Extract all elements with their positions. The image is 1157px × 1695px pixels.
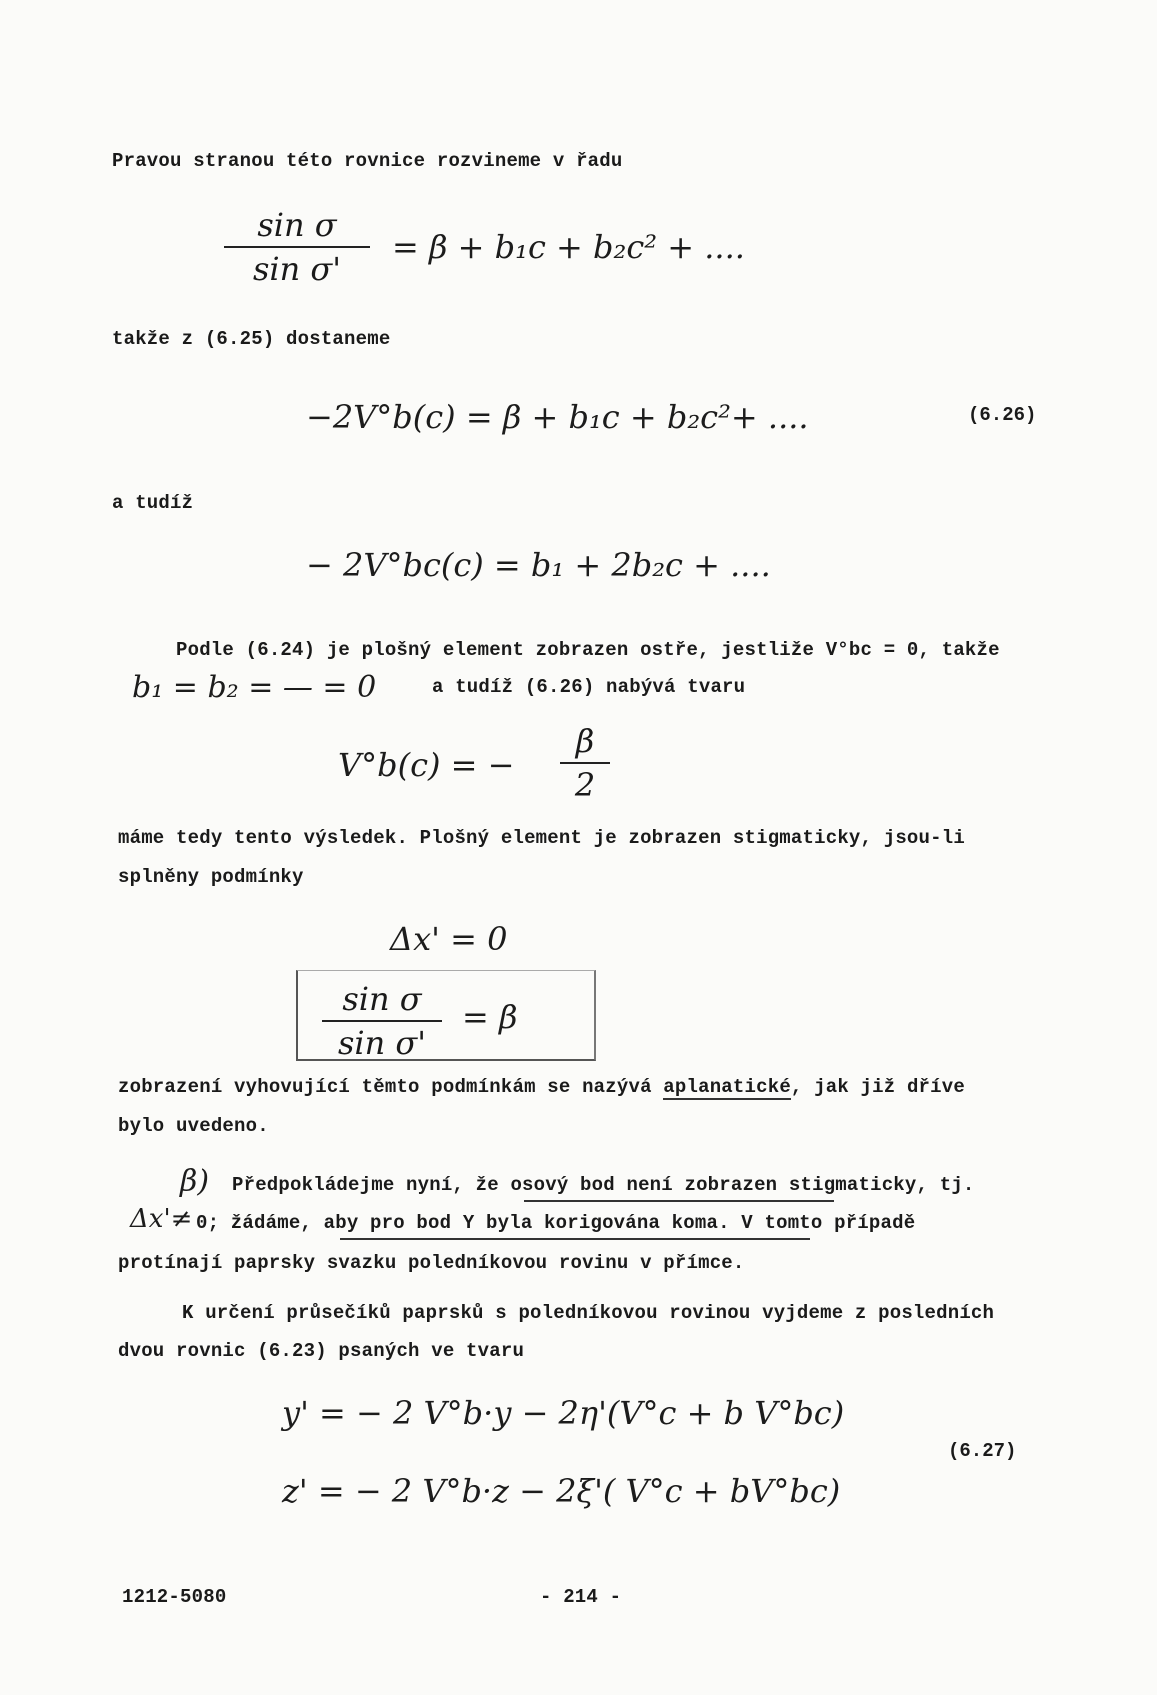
paragraph-4-line-2: 0; žádáme, aby pro bod Y byla korigována koma. V tomto případě: [196, 1212, 916, 1234]
paragraph-4-beta: β): [180, 1164, 210, 1199]
paragraph-1-math: b₁ = b₂ = — = 0: [132, 670, 377, 705]
equation-result-lhs: V°b(c) = −: [338, 746, 515, 784]
paragraph-1-line-1: Podle (6.24) je plošný element zobrazen ostře, jestliže V°bc = 0, takže: [176, 639, 1000, 661]
text-line-2: takže z (6.25) dostaneme: [112, 328, 391, 350]
paragraph-3-line-1: zobrazení vyhovující těmto podmínkám se nazývá aplanatické, jak již dříve: [118, 1076, 965, 1098]
fraction-beta-half: [560, 722, 610, 804]
footer-page-number: - 214 -: [540, 1586, 622, 1608]
fraction-numerator: β: [575, 722, 595, 760]
fraction-denominator: 2: [574, 766, 596, 804]
equation-1-rhs: = β + b₁c + b₂c² + ....: [392, 228, 745, 266]
equation-6-26: −2V°b(c) = β + b₁c + b₂c²+ ....: [306, 398, 809, 436]
fraction-numerator: sin σ: [342, 980, 422, 1018]
fraction-denominator: sin σ': [252, 250, 342, 288]
paragraph-5-line-1: K určení průsečíků paprsků s poledníkovou rovinou vyjdeme z posledních: [182, 1302, 995, 1324]
paragraph-4-math: Δx'≠: [130, 1204, 193, 1234]
underline-mark: [340, 1238, 810, 1240]
paragraph-1-line-2: a tudíž (6.26) nabývá tvaru: [432, 676, 746, 698]
paragraph-2-line-2: splněny podmínky: [118, 866, 304, 888]
equation-number-6-26: (6.26): [968, 404, 1037, 426]
fraction-bar: [224, 246, 370, 248]
fraction-denominator: sin σ': [337, 1024, 427, 1062]
paragraph-4-line-1: Předpokládejme nyní, že osový bod není zobrazen stigmaticky, tj.: [232, 1174, 975, 1196]
equation-6-27-y: y' = − 2 V°b·y − 2η'(V°c + b V°bc): [282, 1394, 845, 1432]
text-line-1: Pravou stranou této rovnice rozvineme v řadu: [112, 150, 623, 172]
underlined-term: aplanatické: [663, 1076, 791, 1098]
paragraph-4-line-3: protínají paprsky svazku poledníkovou rovinu v přímce.: [118, 1252, 745, 1274]
equation-6-27-z: z' = − 2 V°b·z − 2ξ'( V°c + bV°bc): [282, 1472, 841, 1510]
equation-number-6-27: (6.27): [948, 1440, 1017, 1462]
fraction-bar: [560, 762, 610, 764]
paragraph-2-line-1: máme tedy tento výsledek. Plošný element je zobrazen stigmaticky, jsou-li: [118, 827, 965, 849]
paragraph-5-line-2: dvou rovnic (6.23) psaných ve tvaru: [118, 1340, 525, 1362]
equation-boxed-rhs: = β: [462, 998, 518, 1036]
paragraph-3-line-2: bylo uvedeno.: [118, 1115, 269, 1137]
underline-mark: [524, 1200, 834, 1202]
footer-document-id: 1212-5080: [122, 1586, 227, 1608]
fraction-bar: [322, 1020, 442, 1022]
fraction-numerator: sin σ: [257, 206, 337, 244]
fraction-sin-ratio: [224, 206, 370, 288]
text-line-3: a tudíž: [112, 492, 194, 514]
fraction-sin-ratio-boxed: [322, 980, 442, 1062]
equation-derivative: − 2V°bc(c) = b₁ + 2b₂c + ....: [306, 546, 771, 584]
equation-delta-x: Δx' = 0: [390, 920, 508, 958]
